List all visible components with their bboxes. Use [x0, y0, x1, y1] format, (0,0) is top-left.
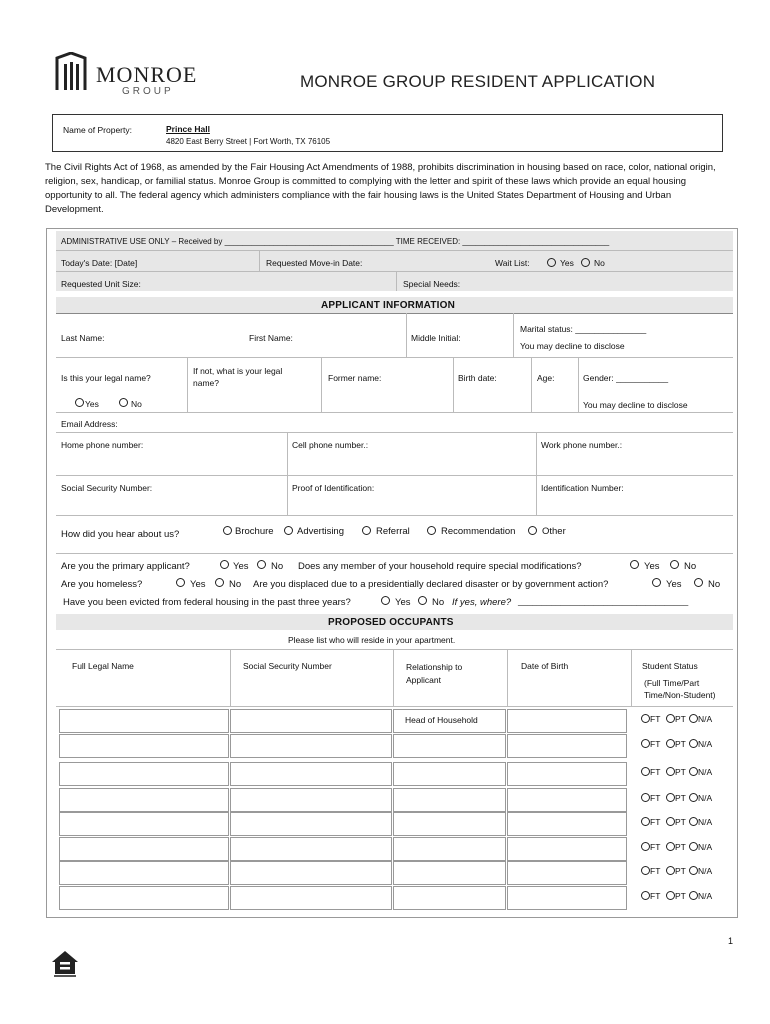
student-na-label: N/A: [698, 793, 713, 803]
student-na-radio[interactable]: [689, 891, 698, 900]
occupant-relationship-cell[interactable]: [393, 709, 506, 733]
student-pt-radio[interactable]: [666, 714, 675, 723]
student-na-label: N/A: [698, 817, 713, 827]
student-ft-radio[interactable]: [641, 793, 650, 802]
fair-housing-statement: The Civil Rights Act of 1968, as amended by the Fair Housing Act Amendments of 1988, prohibits discrimination in housing based on race, color, national origin, religion, sex, handicap, or familial status. Monroe Group is committed to complying with the letter and spirit of these laws which provide an equal housing opportunity to all. The federal agency which administers compliance with the fair housing laws is the United States Department of Housing and Urban Development.: [45, 162, 716, 215]
hear-advertising-label: Advertising: [297, 526, 344, 537]
logo-subtitle: GROUP: [122, 86, 174, 97]
student-pt-label: PT: [675, 842, 686, 852]
legal-name-yes-radio[interactable]: [75, 398, 84, 407]
student-ft-radio[interactable]: [641, 739, 650, 748]
occupants-heading: PROPOSED OCCUPANTS: [328, 617, 454, 628]
student-pt-radio[interactable]: [666, 842, 675, 851]
admin-received: ADMINISTRATIVE USE ONLY – Received by ______________________________________ TIME RECEIVED: _________________________________: [61, 237, 610, 246]
hear-recommendation-radio[interactable]: [427, 526, 436, 535]
modifications-no-label: No: [684, 561, 697, 572]
col-relationship: Relationship to Applicant: [406, 662, 463, 685]
displaced-yes-label: Yes: [666, 579, 682, 590]
legal-name-yes-label: Yes: [85, 399, 99, 409]
todays-date[interactable]: Today's Date: [Date]: [61, 258, 138, 268]
student-na-radio[interactable]: [689, 739, 698, 748]
primary-applicant-question: Are you the primary applicant?: [61, 561, 190, 572]
monroe-logo-mark: [55, 52, 87, 92]
modifications-no-radio[interactable]: [670, 560, 679, 569]
legal-name-no-radio[interactable]: [119, 398, 128, 407]
student-ft-radio[interactable]: [641, 767, 650, 776]
primary-no-label: No: [271, 561, 284, 572]
legal-name-question: Is this your legal name?: [61, 373, 151, 383]
hear-advertising-radio[interactable]: [284, 526, 293, 535]
student-pt-radio[interactable]: [666, 817, 675, 826]
wait-list-yes-label: Yes: [560, 258, 574, 268]
displaced-yes-radio[interactable]: [652, 578, 661, 587]
move-in-date[interactable]: Requested Move-in Date:: [266, 258, 363, 268]
occupant-relationship-cell[interactable]: [393, 762, 506, 786]
col-full-legal-name: Full Legal Name: [72, 661, 134, 671]
occupant-ssn-cell[interactable]: [230, 837, 392, 861]
evicted-yes-radio[interactable]: [381, 596, 390, 605]
student-ft-label: FT: [650, 866, 661, 876]
student-na-radio[interactable]: [689, 767, 698, 776]
page-title: MONROE GROUP RESIDENT APPLICATION: [300, 72, 656, 91]
occupant-relationship-cell[interactable]: [393, 861, 506, 885]
occupant-dob-cell[interactable]: [507, 788, 627, 812]
property-label: Name of Property:: [63, 125, 132, 135]
gender-field[interactable]: Gender: ___________: [583, 373, 669, 383]
student-na-radio[interactable]: [689, 817, 698, 826]
occupant-dob-cell[interactable]: [507, 837, 627, 861]
birth-date-field[interactable]: Birth date:: [458, 373, 497, 383]
homeless-yes-radio[interactable]: [176, 578, 185, 587]
special-needs[interactable]: Special Needs:: [403, 279, 461, 289]
displaced-no-radio[interactable]: [694, 578, 703, 587]
modifications-question: Does any member of your household require special modifications?: [298, 561, 582, 572]
occupant-name-cell[interactable]: [59, 762, 229, 786]
evicted-yes-label: Yes: [395, 597, 411, 608]
head-of-household-label: Head of Household: [405, 715, 478, 725]
email-field[interactable]: Email Address:: [61, 419, 118, 429]
primary-no-radio[interactable]: [257, 560, 266, 569]
student-na-radio[interactable]: [689, 793, 698, 802]
proof-id-field[interactable]: Proof of Identification:: [292, 483, 375, 493]
evicted-no-label: No: [432, 597, 445, 608]
gender-decline-note: You may decline to disclose: [583, 400, 688, 410]
homeless-question: Are you homeless?: [61, 579, 143, 590]
student-pt-label: PT: [675, 739, 686, 749]
wait-list-no-label: No: [594, 258, 605, 268]
occupant-ssn-cell[interactable]: [230, 861, 392, 885]
student-ft-label: FT: [650, 793, 661, 803]
hear-brochure-label: Brochure: [235, 526, 274, 537]
primary-yes-label: Yes: [233, 561, 249, 572]
if-yes-where-field[interactable]: ____________________________________: [518, 596, 689, 606]
occupant-ssn-cell[interactable]: [230, 762, 392, 786]
evicted-question: Have you been evicted from federal housing in the past three years?: [63, 597, 351, 608]
applicant-heading: APPLICANT INFORMATION: [321, 300, 456, 311]
col-student-status-3: Time/Non-Student): [644, 690, 716, 700]
occupant-name-cell[interactable]: [59, 709, 229, 733]
occupant-relationship-cell[interactable]: [393, 788, 506, 812]
wait-list-label: Wait List:: [495, 258, 530, 268]
homeless-no-radio[interactable]: [215, 578, 224, 587]
occupant-name-cell[interactable]: [59, 734, 229, 758]
hear-referral-label: Referral: [376, 526, 410, 537]
property-name: Prince Hall: [166, 124, 210, 134]
ssn-field[interactable]: Social Security Number:: [61, 483, 153, 493]
student-ft-label: FT: [650, 739, 661, 749]
occupant-name-cell[interactable]: [59, 837, 229, 861]
hear-recommendation-label: Recommendation: [441, 526, 516, 537]
modifications-yes-radio[interactable]: [630, 560, 639, 569]
col-ssn: Social Security Number: [243, 661, 332, 671]
student-na-label: N/A: [698, 891, 713, 901]
student-na-radio[interactable]: [689, 714, 698, 723]
legal-name-no-label: No: [131, 399, 142, 409]
col-date-of-birth: Date of Birth: [521, 661, 569, 671]
student-pt-radio[interactable]: [666, 739, 675, 748]
student-pt-label: PT: [675, 767, 686, 777]
student-ft-label: FT: [650, 842, 661, 852]
occupant-dob-cell[interactable]: [507, 762, 627, 786]
occupant-ssn-cell[interactable]: [230, 734, 392, 758]
student-pt-label: PT: [675, 866, 686, 876]
student-ft-label: FT: [650, 714, 661, 724]
age-field[interactable]: Age:: [537, 373, 555, 383]
hear-other-label: Other: [542, 526, 566, 537]
student-na-label: N/A: [698, 739, 713, 749]
occupant-ssn-cell[interactable]: [230, 812, 392, 836]
occupant-relationship-cell[interactable]: [393, 734, 506, 758]
logo-wordmark: MONROE: [96, 62, 198, 87]
student-ft-radio[interactable]: [641, 714, 650, 723]
wait-list-yes-radio[interactable]: [547, 258, 556, 267]
occupant-name-cell[interactable]: [59, 788, 229, 812]
hear-about-question: How did you hear about us?: [61, 529, 180, 540]
occupant-ssn-cell[interactable]: [230, 788, 392, 812]
student-ft-label: FT: [650, 891, 661, 901]
homeless-no-label: No: [229, 579, 242, 590]
student-na-label: N/A: [698, 866, 713, 876]
primary-yes-radio[interactable]: [220, 560, 229, 569]
student-ft-radio[interactable]: [641, 866, 650, 875]
marital-status-field[interactable]: Marital status: _______________: [520, 324, 647, 334]
work-phone-field[interactable]: Work phone number.:: [541, 440, 623, 450]
student-na-label: N/A: [698, 842, 713, 852]
unit-size[interactable]: Requested Unit Size:: [61, 279, 141, 289]
student-pt-radio[interactable]: [666, 767, 675, 776]
home-phone-field[interactable]: Home phone number:: [61, 440, 144, 450]
student-na-label: N/A: [698, 767, 713, 777]
student-na-radio[interactable]: [689, 866, 698, 875]
cell-phone-field[interactable]: Cell phone number.:: [292, 440, 369, 450]
student-pt-label: PT: [675, 817, 686, 827]
middle-initial-field[interactable]: Middle Initial:: [411, 333, 461, 343]
occupant-ssn-cell[interactable]: [230, 709, 392, 733]
hear-referral-radio[interactable]: [362, 526, 371, 535]
occupant-relationship-cell[interactable]: [393, 886, 506, 910]
modifications-yes-label: Yes: [644, 561, 660, 572]
hear-other-radio[interactable]: [528, 526, 537, 535]
legal-name-if-not-line1: If not, what is your legal: [193, 366, 283, 376]
wait-list-no-radio[interactable]: [581, 258, 590, 267]
occupant-relationship-cell[interactable]: [393, 837, 506, 861]
hear-brochure-radio[interactable]: [223, 526, 232, 535]
student-pt-label: PT: [675, 891, 686, 901]
student-ft-radio[interactable]: [641, 842, 650, 851]
occupant-name-cell[interactable]: [59, 886, 229, 910]
occupants-subheading: Please list who will reside in your apartment.: [288, 635, 456, 645]
occupant-dob-cell[interactable]: [507, 734, 627, 758]
student-ft-label: FT: [650, 767, 661, 777]
col-student-status-1: Student Status: [642, 661, 698, 671]
col-student-status-2: (Full Time/Part: [644, 678, 700, 688]
displaced-no-label: No: [708, 579, 721, 590]
occupant-name-cell[interactable]: [59, 861, 229, 885]
student-na-label: N/A: [698, 714, 713, 724]
property-address: 4820 East Berry Street | Fort Worth, TX 76105: [166, 137, 331, 146]
student-pt-radio[interactable]: [666, 793, 675, 802]
student-ft-radio[interactable]: [641, 817, 650, 826]
legal-name-if-not-line2: name?: [193, 378, 219, 388]
id-number-field[interactable]: Identification Number:: [541, 483, 624, 493]
student-pt-label: PT: [675, 793, 686, 803]
occupant-dob-cell[interactable]: [507, 861, 627, 885]
equal-housing-logo: [50, 948, 80, 978]
occupant-relationship-cell[interactable]: [393, 812, 506, 836]
student-ft-label: FT: [650, 817, 661, 827]
student-pt-radio[interactable]: [666, 891, 675, 900]
last-name-field[interactable]: Last Name:: [61, 333, 105, 343]
student-pt-radio[interactable]: [666, 866, 675, 875]
student-na-radio[interactable]: [689, 842, 698, 851]
evicted-no-radio[interactable]: [418, 596, 427, 605]
property-box: [52, 114, 723, 152]
occupant-dob-cell[interactable]: [507, 886, 627, 910]
displaced-question: Are you displaced due to a presidentially declared disaster or by government action?: [253, 579, 609, 590]
page-number: 1: [728, 936, 734, 946]
occupant-dob-cell[interactable]: [507, 812, 627, 836]
student-ft-radio[interactable]: [641, 891, 650, 900]
occupant-name-cell[interactable]: [59, 812, 229, 836]
occupant-dob-cell[interactable]: [507, 709, 627, 733]
first-name-field[interactable]: First Name:: [249, 333, 293, 343]
marital-decline-note: You may decline to disclose: [520, 341, 625, 351]
homeless-yes-label: Yes: [190, 579, 206, 590]
student-pt-label: PT: [675, 714, 686, 724]
occupant-ssn-cell[interactable]: [230, 886, 392, 910]
if-yes-where-label: If yes, where?: [452, 597, 512, 608]
former-name-field[interactable]: Former name:: [328, 373, 382, 383]
